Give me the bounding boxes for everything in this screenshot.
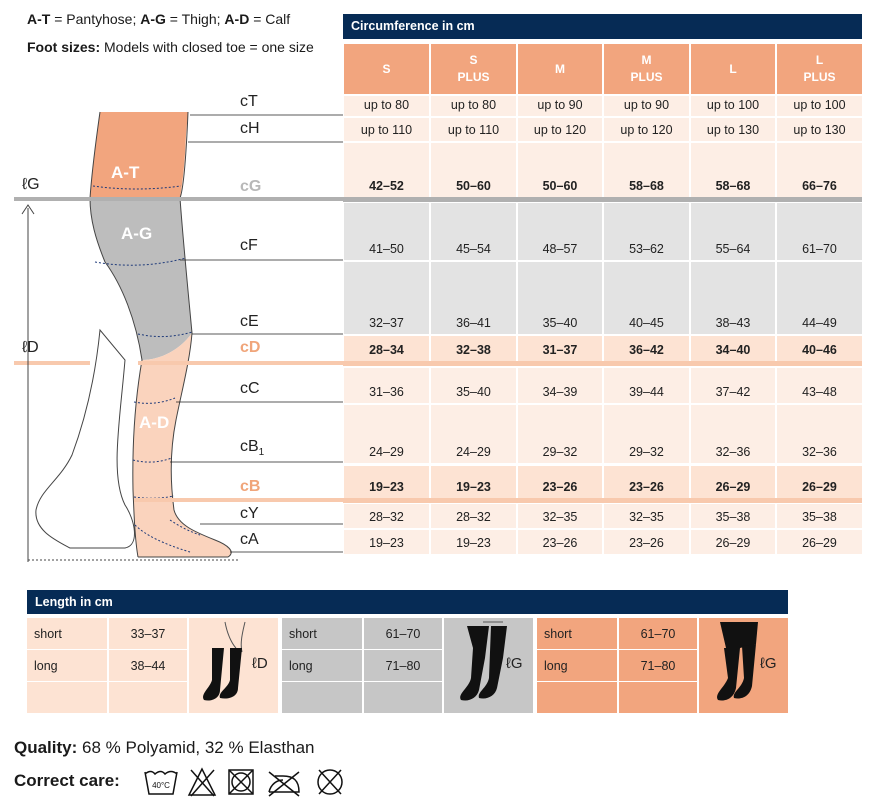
- foot-size-note: Foot sizes: Models with closed toe = one size: [27, 39, 314, 55]
- length-cell: long: [27, 650, 107, 681]
- table-cell: 31–37: [518, 336, 602, 361]
- table-cell: up to 120: [604, 118, 689, 141]
- length-cell: long: [537, 650, 617, 681]
- wash-40-icon: [145, 772, 177, 795]
- length-marker-calf: ℓD: [252, 655, 268, 672]
- cb-table-band: [343, 498, 862, 503]
- length-cell: 61–70: [619, 618, 697, 649]
- length-cell: [282, 682, 362, 713]
- table-cell: 44–49: [777, 262, 862, 334]
- table-cell: up to 120: [518, 118, 602, 141]
- section-at-shape: [90, 112, 188, 198]
- section-label-ad: A-D: [139, 413, 170, 432]
- table-cell: up to 130: [777, 118, 862, 141]
- table-cell: 35–38: [777, 504, 862, 528]
- table-cell: 32–36: [777, 405, 862, 463]
- table-cell: up to 80: [344, 96, 429, 116]
- length-marker-d: ℓD: [22, 339, 39, 356]
- length-marker-pantyhose: ℓG: [760, 655, 777, 672]
- wash-temp: 40°C: [152, 781, 170, 790]
- table-cell: 58–68: [604, 143, 689, 197]
- length-marker-g: ℓG: [22, 176, 40, 193]
- no-tumble-dry-icon: [229, 770, 253, 794]
- section-label-at: A-T: [111, 163, 140, 182]
- table-cell: 24–29: [431, 405, 516, 463]
- table-cell: 35–40: [518, 262, 602, 334]
- table-cell: 26–29: [777, 466, 862, 498]
- point-label-cf: cF: [240, 237, 258, 254]
- table-cell: up to 80: [431, 96, 516, 116]
- table-cell: 26–29: [691, 530, 775, 554]
- table-cell: 55–64: [691, 203, 775, 260]
- table-cell: 24–29: [344, 405, 429, 463]
- table-cell: 23–26: [604, 530, 689, 554]
- cg-table-band: [343, 197, 862, 202]
- leg-diagram: [0, 0, 345, 570]
- table-cell: 36–41: [431, 262, 516, 334]
- table-cell: 19–23: [344, 466, 429, 498]
- table-cell: 31–36: [344, 368, 429, 403]
- table-cell: up to 90: [518, 96, 602, 116]
- table-cell: 32–37: [344, 262, 429, 334]
- cb-highlight-line: [134, 498, 343, 502]
- legend-note: A-T = Pantyhose; A-G = Thigh; A-D = Calf: [27, 11, 291, 27]
- point-label-cb: cB: [240, 478, 261, 495]
- no-bleach-icon: [189, 769, 215, 796]
- size-header: S PLUS: [431, 44, 516, 94]
- table-cell: 40–45: [604, 262, 689, 334]
- point-label-cg: cG: [240, 178, 262, 195]
- point-label-ca: cA: [240, 531, 259, 548]
- table-cell: up to 100: [691, 96, 775, 116]
- length-cell: [27, 682, 107, 713]
- size-header: L PLUS: [777, 44, 862, 94]
- size-header: M PLUS: [604, 44, 689, 94]
- table-cell: 45–54: [431, 203, 516, 260]
- table-cell: 39–44: [604, 368, 689, 403]
- table-cell: up to 90: [604, 96, 689, 116]
- length-cell: short: [282, 618, 362, 649]
- size-header: M: [518, 44, 602, 94]
- table-cell: 23–26: [604, 466, 689, 498]
- table-cell: 23–26: [518, 530, 602, 554]
- table-cell: 37–42: [691, 368, 775, 403]
- table-cell: 28–34: [344, 336, 429, 361]
- table-cell: 28–32: [344, 504, 429, 528]
- care-label: Correct care:: [14, 771, 120, 790]
- length-marker-thigh: ℓG: [506, 655, 523, 672]
- quality-line: Quality: 68 % Polyamid, 32 % Elasthan: [14, 738, 315, 757]
- table-cell: 40–46: [777, 336, 862, 361]
- table-cell: 23–26: [518, 466, 602, 498]
- length-cell: 71–80: [364, 650, 442, 681]
- length-header: Length in cm: [27, 590, 788, 614]
- length-cell: 61–70: [364, 618, 442, 649]
- table-cell: 58–68: [691, 143, 775, 197]
- no-dry-clean-icon: [318, 770, 342, 794]
- point-label-cb1: $cB_1$: [240, 438, 265, 459]
- point-label-ct: cT: [240, 93, 258, 110]
- length-cell: 33–37: [109, 618, 187, 649]
- length-cell: short: [27, 618, 107, 649]
- table-cell: 36–42: [604, 336, 689, 361]
- table-cell: 34–39: [518, 368, 602, 403]
- table-cell: 42–52: [344, 143, 429, 197]
- table-cell: 50–60: [518, 143, 602, 197]
- table-cell: 50–60: [431, 143, 516, 197]
- table-cell: 35–40: [431, 368, 516, 403]
- length-cell: long: [282, 650, 362, 681]
- table-cell: up to 100: [777, 96, 862, 116]
- table-cell: 48–57: [518, 203, 602, 260]
- size-header: L: [691, 44, 775, 94]
- care-symbols: [143, 766, 353, 800]
- table-cell: 32–35: [604, 504, 689, 528]
- circumference-header: Circumference in cm: [343, 14, 862, 39]
- table-cell: 32–38: [431, 336, 516, 361]
- table-cell: 19–23: [344, 530, 429, 554]
- cd-highlight-line: [14, 361, 90, 365]
- table-cell: 26–29: [777, 530, 862, 554]
- table-cell: up to 130: [691, 118, 775, 141]
- cg-highlight-line: [14, 197, 343, 201]
- table-cell: 38–43: [691, 262, 775, 334]
- table-cell: up to 110: [344, 118, 429, 141]
- point-label-cd: cD: [240, 339, 261, 356]
- length-cell: [109, 682, 187, 713]
- table-cell: 19–23: [431, 530, 516, 554]
- table-cell: 35–38: [691, 504, 775, 528]
- table-cell: 53–62: [604, 203, 689, 260]
- length-cell: [537, 682, 617, 713]
- point-label-cc: cC: [240, 380, 260, 397]
- section-ad-shape: [133, 333, 231, 557]
- point-label-ce: cE: [240, 313, 259, 330]
- table-cell: 26–29: [691, 466, 775, 498]
- table-cell: 32–35: [518, 504, 602, 528]
- point-label-cy: cY: [240, 505, 259, 522]
- table-cell: up to 110: [431, 118, 516, 141]
- table-cell: 66–76: [777, 143, 862, 197]
- size-header: S: [344, 44, 429, 94]
- table-cell: 28–32: [431, 504, 516, 528]
- cd-table-band: [343, 361, 862, 366]
- table-cell: 19–23: [431, 466, 516, 498]
- table-cell: 29–32: [604, 405, 689, 463]
- table-cell: 61–70: [777, 203, 862, 260]
- length-cell: short: [537, 618, 617, 649]
- length-cell: [619, 682, 697, 713]
- length-cell: [364, 682, 442, 713]
- point-label-ch: cH: [240, 120, 260, 137]
- table-cell: 43–48: [777, 368, 862, 403]
- section-label-ag: A-G: [121, 224, 153, 243]
- length-cell: 71–80: [619, 650, 697, 681]
- table-cell: 32–36: [691, 405, 775, 463]
- no-iron-icon: [269, 772, 299, 796]
- table-cell: 34–40: [691, 336, 775, 361]
- length-cell: 38–44: [109, 650, 187, 681]
- table-cell: 41–50: [344, 203, 429, 260]
- table-cell: 29–32: [518, 405, 602, 463]
